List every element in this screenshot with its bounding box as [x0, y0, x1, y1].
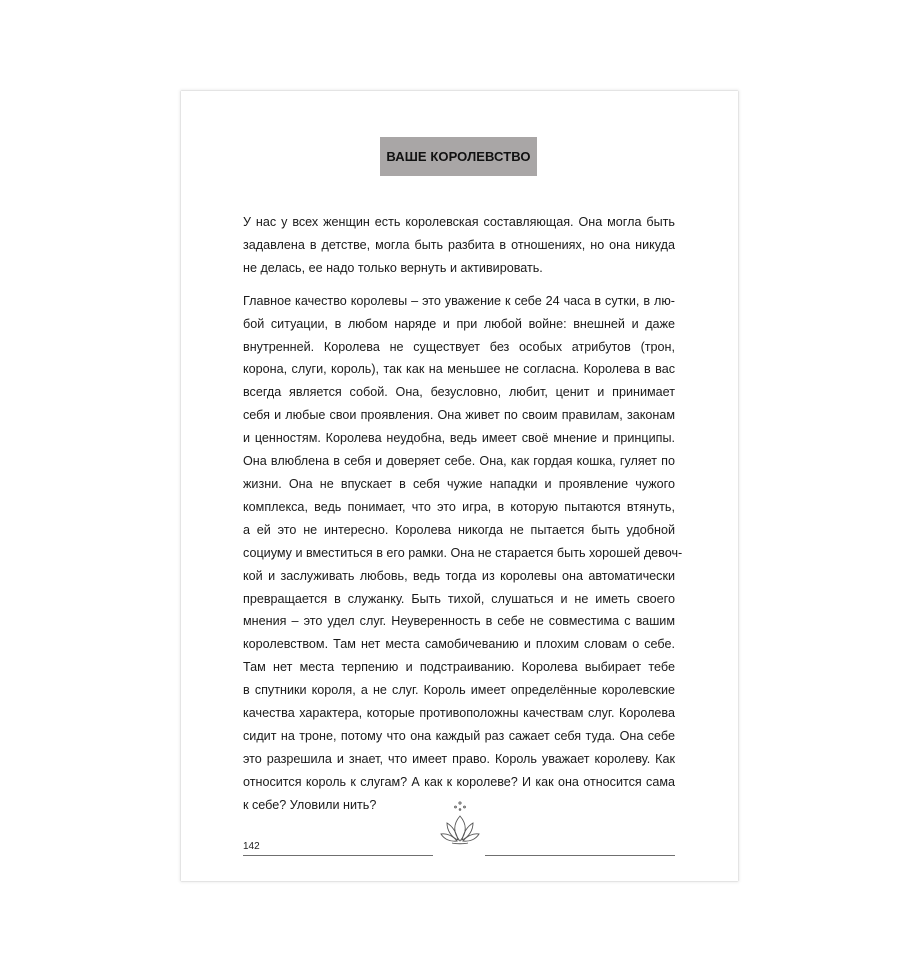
- lotus-icon: [439, 799, 481, 855]
- text-line: Там нет места терпению и подстраиванию. Королева выбирает тебе: [243, 660, 675, 675]
- footer-rule-left: [243, 855, 433, 856]
- page-footer: [243, 813, 675, 863]
- text-line: Она влюблена в себя и доверяет себе. Она, как гордая кошка, гуляет по: [243, 454, 675, 469]
- text-line: сидит на троне, потому что она каждый раз сажает себя туда. Она себе: [243, 728, 675, 743]
- paragraph-gap: [243, 280, 675, 290]
- paragraph: [243, 211, 675, 280]
- page-number: 142: [243, 841, 260, 852]
- text-line: а ей это не интересно. Королева никогда не пытается быть удобной: [243, 522, 675, 537]
- text-line: качества характера, которые противоположны качествам слуг. Королева: [243, 706, 675, 721]
- text-line: к себе? Уловили нить?: [243, 797, 377, 812]
- text-line: Главное качество королевы – это уважение к себе 24 часа в сутки, в лю-: [243, 293, 675, 308]
- text-line: социуму и вместиться в его рамки. Она не старается быть хорошей девоч-: [243, 545, 683, 560]
- text-line: мнения – это удел слуг. Неуверенность в себе не совместима с вашим: [243, 614, 675, 629]
- text-line: себя и любые свои проявления. Она живет по своим правилам, законам: [243, 408, 675, 423]
- chapter-title-box: [380, 137, 537, 176]
- body-text: [243, 211, 683, 817]
- book-page: [181, 91, 738, 881]
- chapter-title: ВАШЕ КОРОЛЕВСТВО: [386, 149, 531, 164]
- text-line: относится король к слугам? А как к королеве? И как она относится сама: [243, 774, 675, 789]
- text-line: У нас у всех женщин есть королевская составляющая. Она могла быть: [243, 215, 675, 229]
- paragraph: [243, 290, 683, 817]
- text-line: королевством. Там нет места самобичеванию и плохим словам о себе.: [243, 637, 675, 652]
- text-line: комплекса, ведь понимает, что это игра, в которую пытаются втянуть,: [243, 499, 675, 514]
- footer-rule-right: [485, 855, 675, 856]
- text-line: бой ситуации, в любом наряде и при любой войне: внешней и даже: [243, 316, 675, 331]
- text-line: всегда является собой. Она, безусловно, любит, ценит и принимает: [243, 385, 675, 400]
- text-line: не делась, ее надо только вернуть и активировать.: [243, 260, 543, 275]
- text-line: корона, слуги, король), так как на меньшее не согласна. Королева в вас: [243, 362, 675, 377]
- text-line: внутренней. Королева не существует без особых атрибутов (трон,: [243, 339, 675, 354]
- text-line: задавлена в детстве, могла быть разбита в отношениях, но она никуда: [243, 237, 675, 252]
- text-line: превращается в служанку. Быть тихой, слушаться и не иметь своего: [243, 591, 675, 606]
- text-line: кой и заслуживать любовь, ведь тогда из королевы она автоматически: [243, 568, 675, 583]
- text-line: и ценностям. Королева неудобна, ведь имеет своё мнение и принципы.: [243, 431, 675, 446]
- text-line: это разрешила и знает, что имеет право. Король уважает королеву. Как: [243, 751, 675, 766]
- text-line: в спутники короля, а не слуг. Король имеет определённые королевские: [243, 683, 675, 698]
- text-line: жизни. Она не впускает в себя чужие нападки и проявление чужого: [243, 476, 675, 491]
